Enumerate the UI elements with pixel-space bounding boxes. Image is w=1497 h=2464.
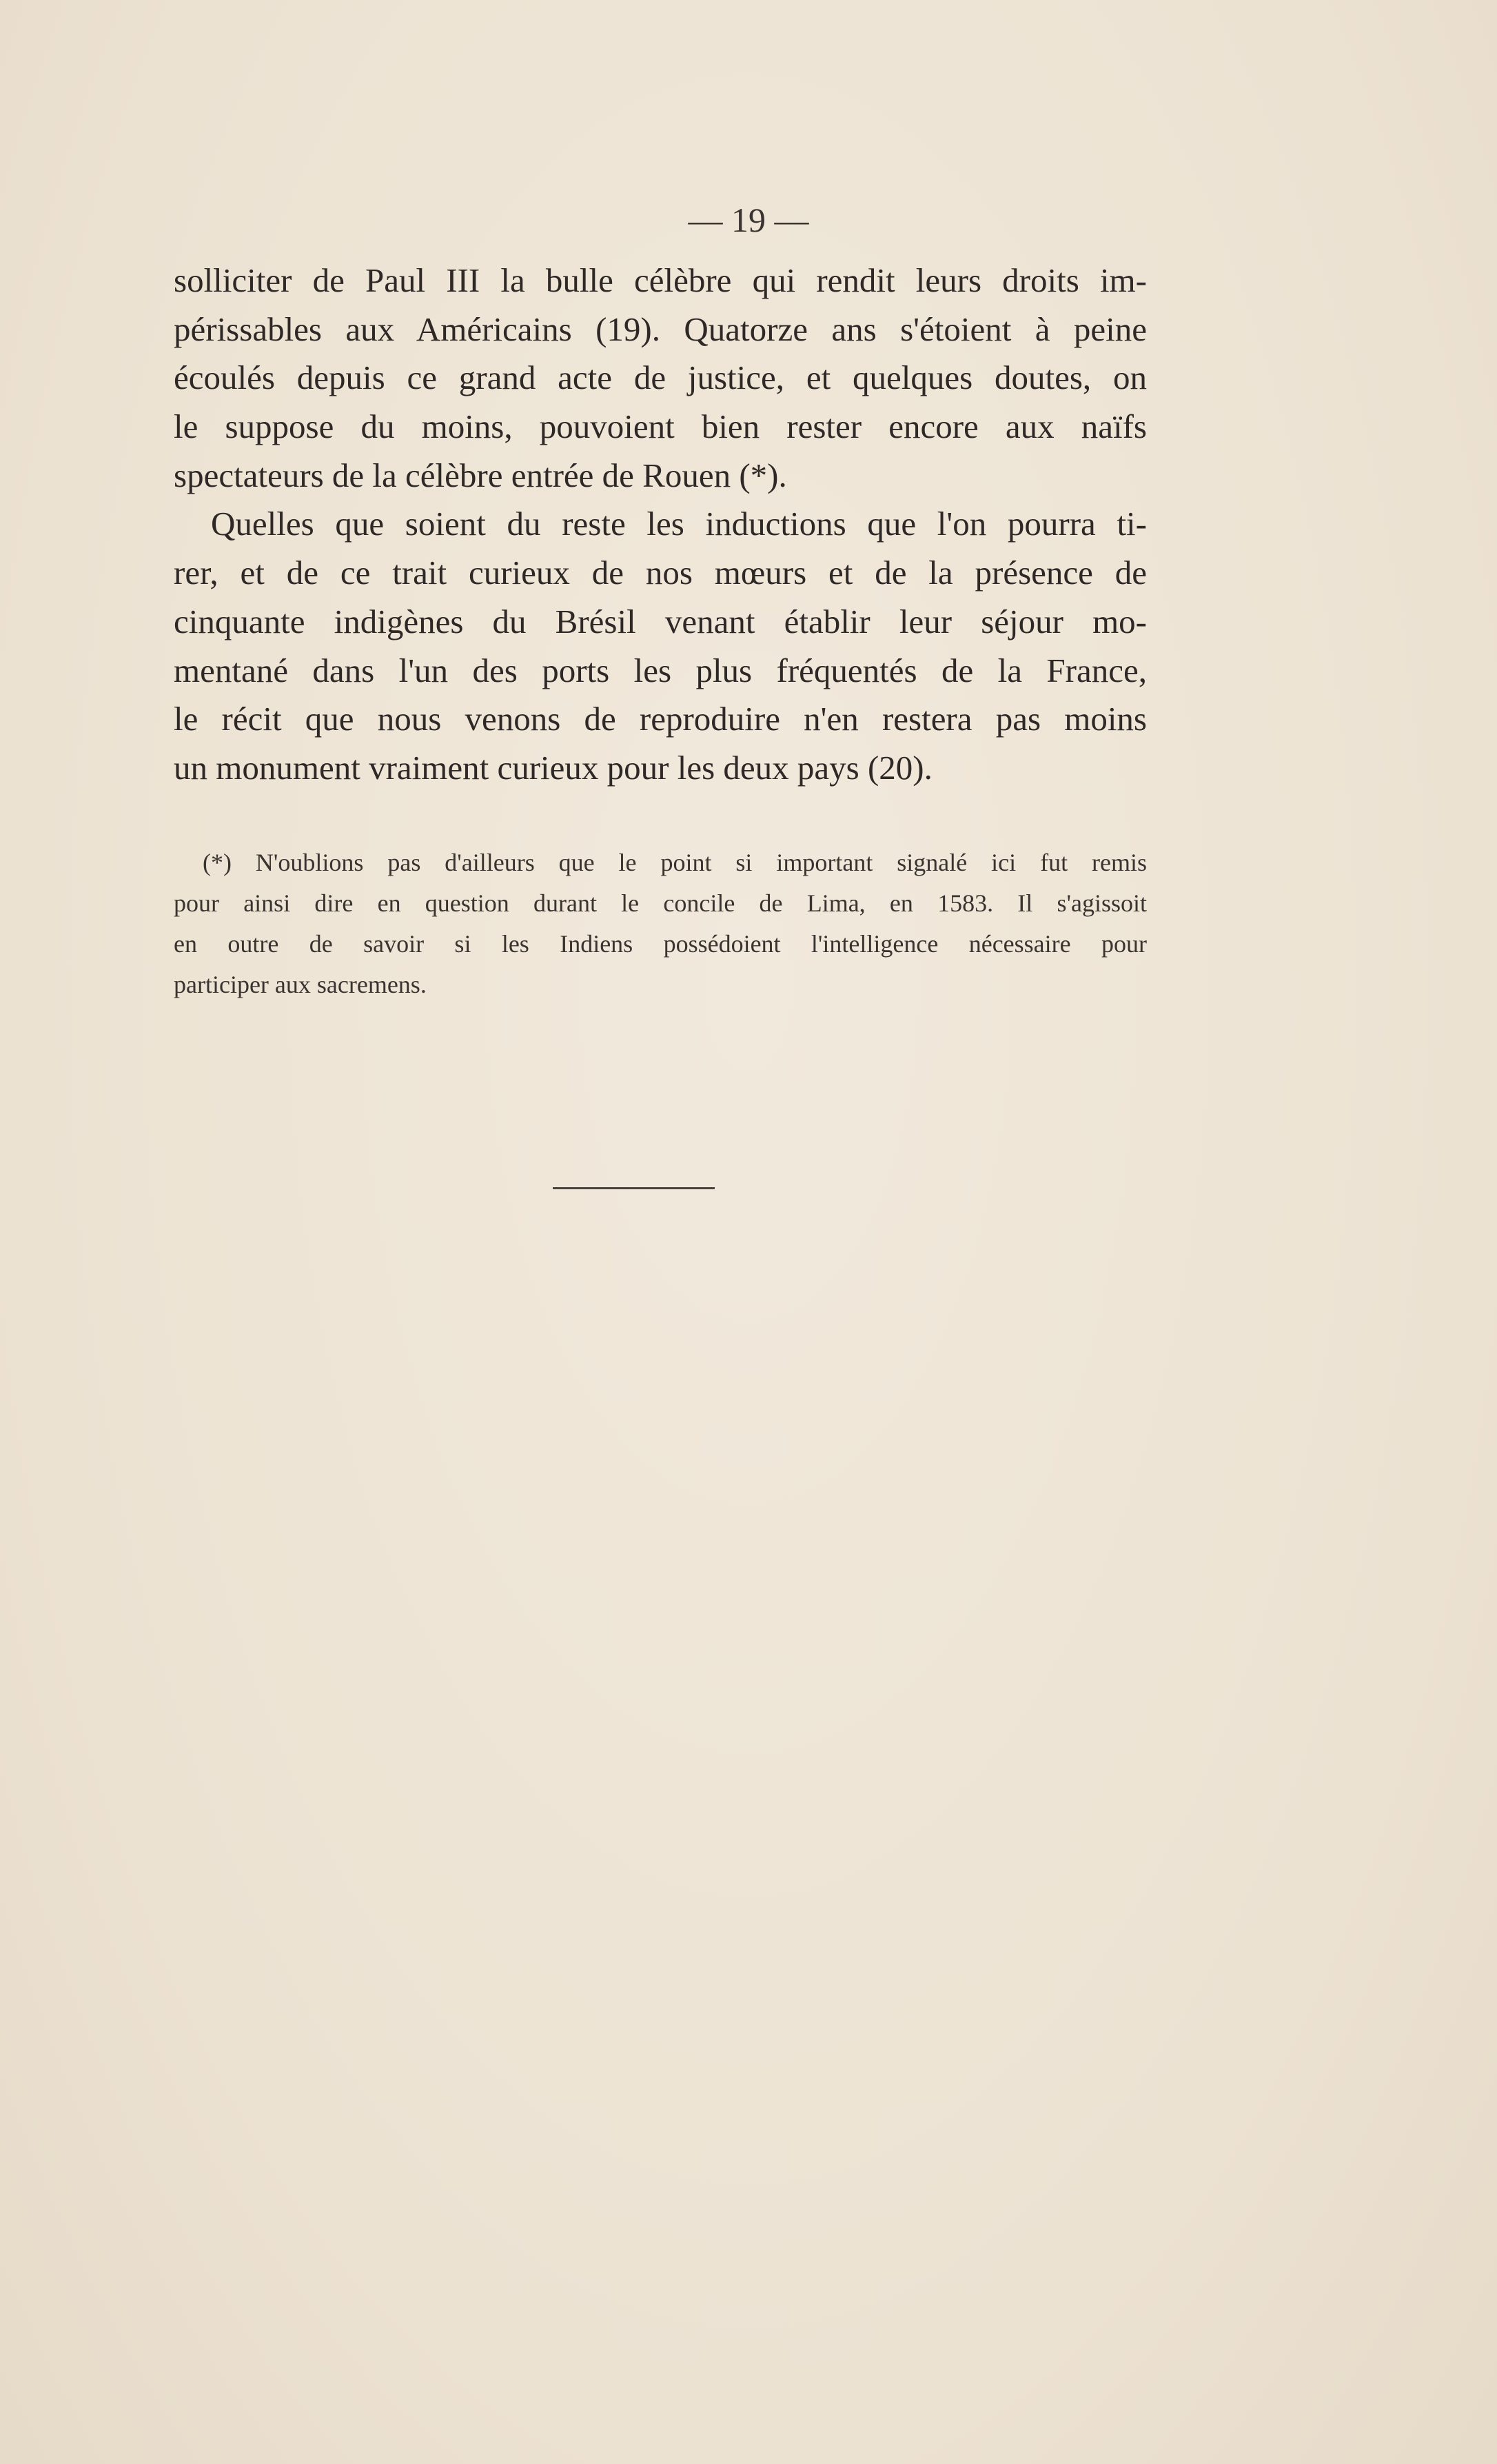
text-line: spectateurs de la célèbre entrée de Rouen (*).: [174, 456, 787, 494]
text-line: un monument vraiment curieux pour les deux pays (20).: [174, 748, 933, 787]
page-number: — 19 —: [688, 201, 809, 239]
text-line: écoulés depuis ce grand acte de justice, et quelques doutes, on: [174, 359, 1147, 397]
text-line: solliciter de Paul III la bulle célèbre qui rendit leurs droits im-: [174, 261, 1147, 299]
text-line: le récit que nous venons de reproduire n'en restera pas moins: [174, 700, 1147, 738]
text-line: mentané dans l'un des ports les plus fréquentés de la France,: [174, 651, 1147, 689]
footnote-line: pour ainsi dire en question durant le concile de Lima, en 1583. Il s'agissoit: [174, 889, 1147, 917]
footnote-line: en outre de savoir si les Indiens possédoient l'intelligence nécessaire pour: [174, 930, 1147, 958]
text-line: Quelles que soient du reste les inductions que l'on pourra ti-: [211, 505, 1147, 543]
text-line: cinquante indigènes du Brésil venant établir leur séjour mo-: [174, 602, 1147, 640]
footnote-line: participer aux sacremens.: [174, 971, 427, 998]
text-line: rer, et de ce trait curieux de nos mœurs et de la présence de: [174, 554, 1147, 592]
text-line: le suppose du moins, pouvoient bien rester encore aux naïfs: [174, 407, 1147, 446]
footnote-line: (*) N'oublions pas d'ailleurs que le point si important signalé ici fut remis: [203, 849, 1147, 876]
footnote: [174, 842, 1147, 1005]
body-text: [174, 256, 1147, 793]
end-rule: [553, 1187, 715, 1189]
text-line: périssables aux Américains (19). Quatorze ans s'étoient à peine: [174, 310, 1147, 348]
